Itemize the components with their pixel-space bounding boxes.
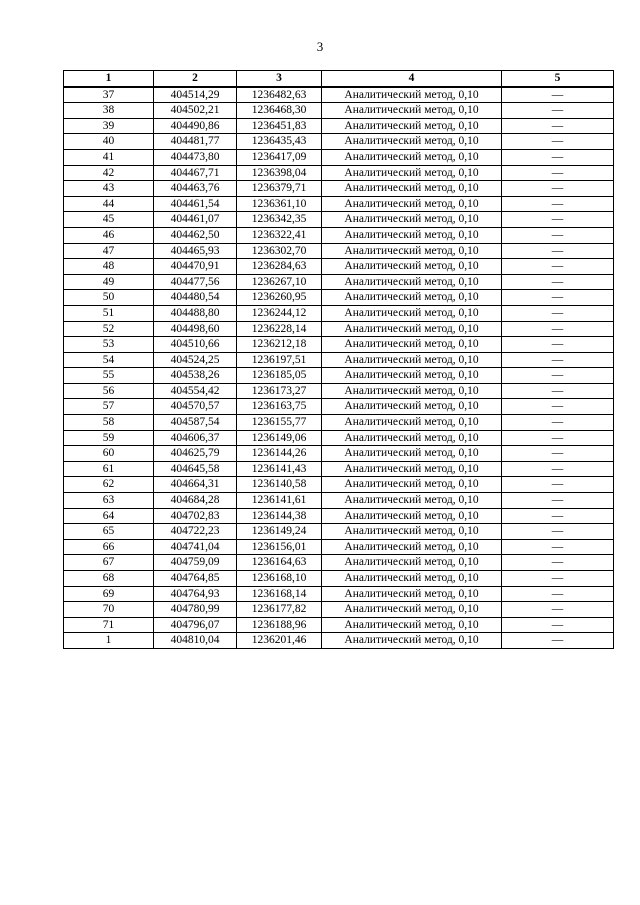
y-coordinate-cell: 1236188,96 xyxy=(237,617,322,633)
note-cell: — xyxy=(502,508,614,524)
note-cell: — xyxy=(502,290,614,306)
table-row xyxy=(64,539,614,555)
x-coordinate-cell: 404538,26 xyxy=(154,368,237,384)
column-header-4: 4 xyxy=(322,71,502,87)
x-coordinate-cell: 404764,93 xyxy=(154,586,237,602)
method-cell: Аналитический метод, 0,10 xyxy=(322,415,502,431)
point-number-cell: 64 xyxy=(64,508,154,524)
y-coordinate-cell: 1236284,63 xyxy=(237,259,322,275)
table-row xyxy=(64,383,614,399)
point-number-cell: 55 xyxy=(64,368,154,384)
y-coordinate-cell: 1236141,61 xyxy=(237,493,322,509)
x-coordinate-cell: 404463,76 xyxy=(154,181,237,197)
table-row xyxy=(64,134,614,150)
method-cell: Аналитический метод, 0,10 xyxy=(322,368,502,384)
method-cell: Аналитический метод, 0,10 xyxy=(322,87,502,103)
note-cell: — xyxy=(502,617,614,633)
y-coordinate-cell: 1236163,75 xyxy=(237,399,322,415)
note-cell: — xyxy=(502,477,614,493)
x-coordinate-cell: 404684,28 xyxy=(154,493,237,509)
method-cell: Аналитический метод, 0,10 xyxy=(322,555,502,571)
point-number-cell: 60 xyxy=(64,446,154,462)
note-cell: — xyxy=(502,352,614,368)
note-cell: — xyxy=(502,430,614,446)
x-coordinate-cell: 404470,91 xyxy=(154,259,237,275)
table-row xyxy=(64,87,614,103)
method-cell: Аналитический метод, 0,10 xyxy=(322,571,502,587)
note-cell: — xyxy=(502,227,614,243)
table-row xyxy=(64,149,614,165)
x-coordinate-cell: 404625,79 xyxy=(154,446,237,462)
note-cell: — xyxy=(502,399,614,415)
y-coordinate-cell: 1236185,05 xyxy=(237,368,322,384)
note-cell: — xyxy=(502,493,614,509)
y-coordinate-cell: 1236164,63 xyxy=(237,555,322,571)
x-coordinate-cell: 404606,37 xyxy=(154,430,237,446)
note-cell: — xyxy=(502,539,614,555)
y-coordinate-cell: 1236435,43 xyxy=(237,134,322,150)
y-coordinate-cell: 1236302,70 xyxy=(237,243,322,259)
y-coordinate-cell: 1236168,10 xyxy=(237,571,322,587)
y-coordinate-cell: 1236155,77 xyxy=(237,415,322,431)
table-body xyxy=(64,87,614,649)
y-coordinate-cell: 1236228,14 xyxy=(237,321,322,337)
y-coordinate-cell: 1236156,01 xyxy=(237,539,322,555)
point-number-cell: 57 xyxy=(64,399,154,415)
y-coordinate-cell: 1236244,12 xyxy=(237,305,322,321)
point-number-cell: 53 xyxy=(64,337,154,353)
y-coordinate-cell: 1236322,41 xyxy=(237,227,322,243)
table-header xyxy=(64,71,614,87)
method-cell: Аналитический метод, 0,10 xyxy=(322,524,502,540)
table-row xyxy=(64,415,614,431)
method-cell: Аналитический метод, 0,10 xyxy=(322,259,502,275)
note-cell: — xyxy=(502,274,614,290)
column-header-5: 5 xyxy=(502,71,614,87)
note-cell: — xyxy=(502,602,614,618)
note-cell: — xyxy=(502,212,614,228)
point-number-cell: 63 xyxy=(64,493,154,509)
point-number-cell: 41 xyxy=(64,149,154,165)
point-number-cell: 46 xyxy=(64,227,154,243)
x-coordinate-cell: 404477,56 xyxy=(154,274,237,290)
point-number-cell: 48 xyxy=(64,259,154,275)
table-row xyxy=(64,243,614,259)
method-cell: Аналитический метод, 0,10 xyxy=(322,103,502,119)
y-coordinate-cell: 1236417,09 xyxy=(237,149,322,165)
note-cell: — xyxy=(502,196,614,212)
table-row xyxy=(64,103,614,119)
point-number-cell: 70 xyxy=(64,602,154,618)
note-cell: — xyxy=(502,586,614,602)
point-number-cell: 44 xyxy=(64,196,154,212)
table-row xyxy=(64,274,614,290)
table-row xyxy=(64,321,614,337)
table-row xyxy=(64,571,614,587)
method-cell: Аналитический метод, 0,10 xyxy=(322,181,502,197)
column-header-2: 2 xyxy=(154,71,237,87)
point-number-cell: 49 xyxy=(64,274,154,290)
y-coordinate-cell: 1236468,30 xyxy=(237,103,322,119)
table-row xyxy=(64,259,614,275)
method-cell: Аналитический метод, 0,10 xyxy=(322,430,502,446)
x-coordinate-cell: 404645,58 xyxy=(154,461,237,477)
table-row xyxy=(64,196,614,212)
point-number-cell: 43 xyxy=(64,181,154,197)
method-cell: Аналитический метод, 0,10 xyxy=(322,290,502,306)
method-cell: Аналитический метод, 0,10 xyxy=(322,352,502,368)
method-cell: Аналитический метод, 0,10 xyxy=(322,149,502,165)
method-cell: Аналитический метод, 0,10 xyxy=(322,337,502,353)
table-row xyxy=(64,633,614,649)
note-cell: — xyxy=(502,305,614,321)
y-coordinate-cell: 1236149,24 xyxy=(237,524,322,540)
x-coordinate-cell: 404524,25 xyxy=(154,352,237,368)
note-cell: — xyxy=(502,633,614,649)
y-coordinate-cell: 1236398,04 xyxy=(237,165,322,181)
x-coordinate-cell: 404759,09 xyxy=(154,555,237,571)
table-row xyxy=(64,212,614,228)
method-cell: Аналитический метод, 0,10 xyxy=(322,461,502,477)
column-header-3: 3 xyxy=(237,71,322,87)
point-number-cell: 52 xyxy=(64,321,154,337)
table-row xyxy=(64,368,614,384)
table-row xyxy=(64,399,614,415)
table-row xyxy=(64,586,614,602)
table-row xyxy=(64,118,614,134)
y-coordinate-cell: 1236141,43 xyxy=(237,461,322,477)
note-cell: — xyxy=(502,181,614,197)
note-cell: — xyxy=(502,415,614,431)
point-number-cell: 38 xyxy=(64,103,154,119)
method-cell: Аналитический метод, 0,10 xyxy=(322,243,502,259)
y-coordinate-cell: 1236173,27 xyxy=(237,383,322,399)
point-number-cell: 51 xyxy=(64,305,154,321)
note-cell: — xyxy=(502,243,614,259)
method-cell: Аналитический метод, 0,10 xyxy=(322,477,502,493)
method-cell: Аналитический метод, 0,10 xyxy=(322,493,502,509)
x-coordinate-cell: 404480,54 xyxy=(154,290,237,306)
table-row xyxy=(64,555,614,571)
note-cell: — xyxy=(502,571,614,587)
x-coordinate-cell: 404664,31 xyxy=(154,477,237,493)
note-cell: — xyxy=(502,446,614,462)
table-row xyxy=(64,337,614,353)
method-cell: Аналитический метод, 0,10 xyxy=(322,274,502,290)
table-row xyxy=(64,352,614,368)
point-number-cell: 71 xyxy=(64,617,154,633)
x-coordinate-cell: 404461,07 xyxy=(154,212,237,228)
point-number-cell: 67 xyxy=(64,555,154,571)
table-row xyxy=(64,430,614,446)
x-coordinate-cell: 404796,07 xyxy=(154,617,237,633)
table-row xyxy=(64,165,614,181)
x-coordinate-cell: 404498,60 xyxy=(154,321,237,337)
method-cell: Аналитический метод, 0,10 xyxy=(322,134,502,150)
note-cell: — xyxy=(502,87,614,103)
note-cell: — xyxy=(502,134,614,150)
table-row xyxy=(64,305,614,321)
x-coordinate-cell: 404502,21 xyxy=(154,103,237,119)
method-cell: Аналитический метод, 0,10 xyxy=(322,633,502,649)
y-coordinate-cell: 1236361,10 xyxy=(237,196,322,212)
coordinates-table xyxy=(63,70,614,649)
note-cell: — xyxy=(502,103,614,119)
y-coordinate-cell: 1236379,71 xyxy=(237,181,322,197)
note-cell: — xyxy=(502,383,614,399)
x-coordinate-cell: 404462,50 xyxy=(154,227,237,243)
table-row xyxy=(64,446,614,462)
header-row xyxy=(64,71,614,87)
column-header-1: 1 xyxy=(64,71,154,87)
method-cell: Аналитический метод, 0,10 xyxy=(322,508,502,524)
x-coordinate-cell: 404488,80 xyxy=(154,305,237,321)
y-coordinate-cell: 1236144,38 xyxy=(237,508,322,524)
y-coordinate-cell: 1236149,06 xyxy=(237,430,322,446)
point-number-cell: 58 xyxy=(64,415,154,431)
x-coordinate-cell: 404510,66 xyxy=(154,337,237,353)
table-row xyxy=(64,477,614,493)
point-number-cell: 69 xyxy=(64,586,154,602)
x-coordinate-cell: 404780,99 xyxy=(154,602,237,618)
y-coordinate-cell: 1236140,58 xyxy=(237,477,322,493)
point-number-cell: 68 xyxy=(64,571,154,587)
note-cell: — xyxy=(502,337,614,353)
point-number-cell: 66 xyxy=(64,539,154,555)
method-cell: Аналитический метод, 0,10 xyxy=(322,446,502,462)
point-number-cell: 56 xyxy=(64,383,154,399)
note-cell: — xyxy=(502,149,614,165)
x-coordinate-cell: 404722,23 xyxy=(154,524,237,540)
x-coordinate-cell: 404461,54 xyxy=(154,196,237,212)
y-coordinate-cell: 1236482,63 xyxy=(237,87,322,103)
table-row xyxy=(64,602,614,618)
y-coordinate-cell: 1236451,83 xyxy=(237,118,322,134)
method-cell: Аналитический метод, 0,10 xyxy=(322,539,502,555)
x-coordinate-cell: 404554,42 xyxy=(154,383,237,399)
table-row xyxy=(64,227,614,243)
x-coordinate-cell: 404465,93 xyxy=(154,243,237,259)
method-cell: Аналитический метод, 0,10 xyxy=(322,165,502,181)
y-coordinate-cell: 1236212,18 xyxy=(237,337,322,353)
y-coordinate-cell: 1236260,95 xyxy=(237,290,322,306)
method-cell: Аналитический метод, 0,10 xyxy=(322,227,502,243)
x-coordinate-cell: 404490,86 xyxy=(154,118,237,134)
x-coordinate-cell: 404702,83 xyxy=(154,508,237,524)
method-cell: Аналитический метод, 0,10 xyxy=(322,586,502,602)
point-number-cell: 39 xyxy=(64,118,154,134)
page-number: 3 xyxy=(316,39,324,54)
point-number-cell: 42 xyxy=(64,165,154,181)
method-cell: Аналитический метод, 0,10 xyxy=(322,617,502,633)
x-coordinate-cell: 404467,71 xyxy=(154,165,237,181)
table-row xyxy=(64,617,614,633)
x-coordinate-cell: 404764,85 xyxy=(154,571,237,587)
point-number-cell: 37 xyxy=(64,87,154,103)
point-number-cell: 1 xyxy=(64,633,154,649)
y-coordinate-cell: 1236267,10 xyxy=(237,274,322,290)
table-row xyxy=(64,290,614,306)
method-cell: Аналитический метод, 0,10 xyxy=(322,196,502,212)
method-cell: Аналитический метод, 0,10 xyxy=(322,399,502,415)
table-row xyxy=(64,493,614,509)
point-number-cell: 62 xyxy=(64,477,154,493)
x-coordinate-cell: 404473,80 xyxy=(154,149,237,165)
note-cell: — xyxy=(502,321,614,337)
note-cell: — xyxy=(502,524,614,540)
method-cell: Аналитический метод, 0,10 xyxy=(322,321,502,337)
y-coordinate-cell: 1236201,46 xyxy=(237,633,322,649)
method-cell: Аналитический метод, 0,10 xyxy=(322,212,502,228)
y-coordinate-cell: 1236144,26 xyxy=(237,446,322,462)
note-cell: — xyxy=(502,165,614,181)
table-row xyxy=(64,181,614,197)
note-cell: — xyxy=(502,259,614,275)
point-number-cell: 40 xyxy=(64,134,154,150)
table-row xyxy=(64,508,614,524)
point-number-cell: 54 xyxy=(64,352,154,368)
y-coordinate-cell: 1236168,14 xyxy=(237,586,322,602)
note-cell: — xyxy=(502,368,614,384)
method-cell: Аналитический метод, 0,10 xyxy=(322,305,502,321)
method-cell: Аналитический метод, 0,10 xyxy=(322,602,502,618)
point-number-cell: 47 xyxy=(64,243,154,259)
note-cell: — xyxy=(502,555,614,571)
note-cell: — xyxy=(502,461,614,477)
x-coordinate-cell: 404810,04 xyxy=(154,633,237,649)
x-coordinate-cell: 404570,57 xyxy=(154,399,237,415)
x-coordinate-cell: 404514,29 xyxy=(154,87,237,103)
point-number-cell: 59 xyxy=(64,430,154,446)
x-coordinate-cell: 404481,77 xyxy=(154,134,237,150)
x-coordinate-cell: 404741,04 xyxy=(154,539,237,555)
y-coordinate-cell: 1236177,82 xyxy=(237,602,322,618)
table-row xyxy=(64,461,614,477)
x-coordinate-cell: 404587,54 xyxy=(154,415,237,431)
point-number-cell: 65 xyxy=(64,524,154,540)
point-number-cell: 45 xyxy=(64,212,154,228)
point-number-cell: 50 xyxy=(64,290,154,306)
method-cell: Аналитический метод, 0,10 xyxy=(322,383,502,399)
y-coordinate-cell: 1236197,51 xyxy=(237,352,322,368)
note-cell: — xyxy=(502,118,614,134)
y-coordinate-cell: 1236342,35 xyxy=(237,212,322,228)
method-cell: Аналитический метод, 0,10 xyxy=(322,118,502,134)
table-row xyxy=(64,524,614,540)
point-number-cell: 61 xyxy=(64,461,154,477)
